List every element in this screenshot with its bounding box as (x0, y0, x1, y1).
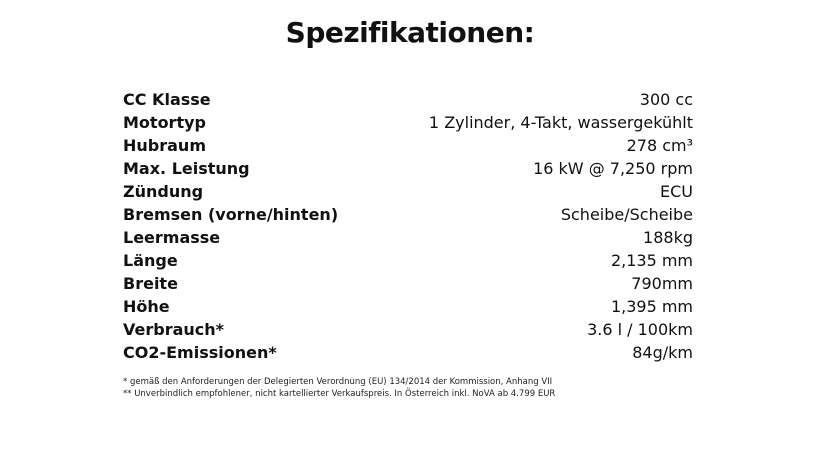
spec-row-bremsen (123, 203, 693, 226)
footnotes (123, 376, 723, 400)
spec-value: 300 cc (639, 90, 693, 109)
spec-value: 3.6 l / 100km (587, 320, 693, 339)
spec-row-leermasse (123, 226, 693, 249)
spec-value: 2,135 mm (610, 251, 693, 270)
spec-row-laenge (123, 249, 693, 272)
spec-value: Scheibe/Scheibe (560, 205, 693, 224)
spec-value: 278 cm³ (626, 136, 693, 155)
spec-label: Zündung (123, 182, 204, 201)
spec-value: 790mm (631, 274, 693, 293)
spec-label: Länge (123, 251, 178, 270)
spec-value: 188kg (643, 228, 693, 247)
spec-label: Hubraum (123, 136, 206, 155)
spec-label: Verbrauch* (123, 320, 225, 339)
spec-row-zuendung (123, 180, 693, 203)
spec-label: Bremsen (vorne/hinten) (123, 205, 339, 224)
spec-label: Max. Leistung (123, 159, 250, 178)
spec-value: 84g/km (632, 343, 693, 362)
spec-row-hubraum (123, 134, 693, 157)
spec-value: 1,395 mm (610, 297, 693, 316)
spec-row-breite (123, 272, 693, 295)
spec-row-co2-emissionen (123, 341, 693, 364)
spec-value: 16 kW @ 7,250 rpm (533, 159, 693, 178)
spec-row-cc-klasse (123, 88, 693, 111)
spec-row-max-leistung (123, 157, 693, 180)
spec-label: Höhe (123, 297, 170, 316)
footnote-emissions: * gemäß den Anforderungen der Delegierten Verordnung (EU) 134/2014 der Kommission, Anhang VII (123, 377, 553, 387)
spec-label: Leermasse (123, 228, 221, 247)
spec-label: Breite (123, 274, 178, 293)
spec-label: Motortyp (123, 113, 206, 132)
specifications-table (123, 88, 693, 364)
spec-row-verbrauch (123, 318, 693, 341)
spec-label: CO2-Emissionen* (123, 343, 277, 362)
page-title: Spezifikationen: (285, 16, 535, 49)
spec-value: 1 Zylinder, 4-Takt, wassergekühlt (428, 113, 693, 132)
spec-row-hoehe (123, 295, 693, 318)
spec-value: ECU (660, 182, 693, 201)
spec-row-motortyp (123, 111, 693, 134)
spec-label: CC Klasse (123, 90, 211, 109)
footnote-price: ** Unverbindlich empfohlener, nicht kartellierter Verkaufspreis. In Österreich inkl. NoVA ab 4.799 EUR (123, 389, 556, 399)
